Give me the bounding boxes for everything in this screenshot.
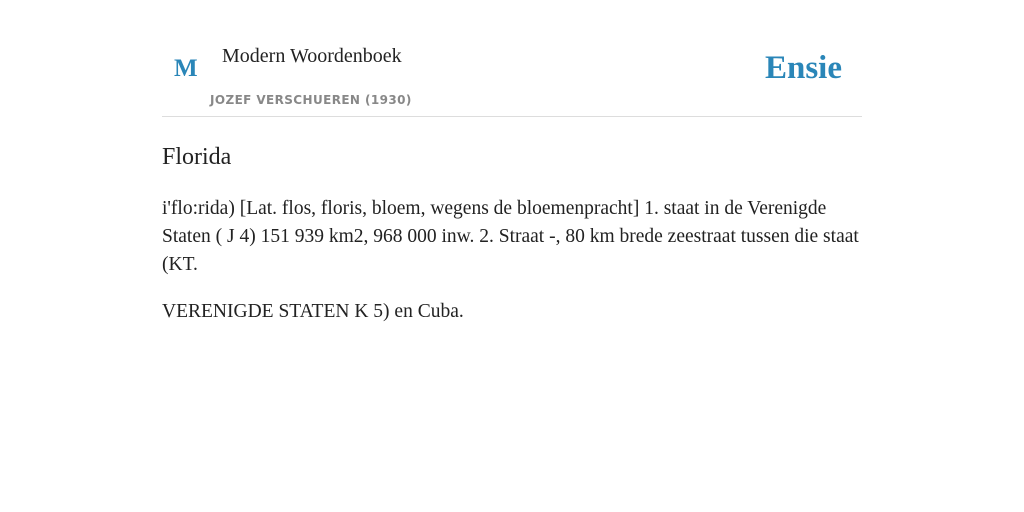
book-author: JOZEF VERSCHUEREN (1930) [210, 93, 412, 107]
site-logo[interactable]: Ensie [764, 50, 842, 86]
book-logo[interactable]: M [174, 55, 198, 82]
book-title[interactable]: Modern Woordenboek [222, 45, 402, 67]
page-container [162, 0, 862, 326]
page-header [162, 0, 862, 117]
entry-paragraph: VERENIGDE STATEN K 5) en Cuba. [162, 301, 464, 322]
entry-title: Florida [162, 144, 232, 170]
entry-paragraph: i'flo:rida) [Lat. flos, floris, bloem, wegens de bloemenpracht] 1. staat in de Verenigde Staten ( J 4) 151 939 km2, 968 000 inw. 2. Straat -, 80 km brede zeestraat tussen die staat (KT. [162, 198, 859, 275]
